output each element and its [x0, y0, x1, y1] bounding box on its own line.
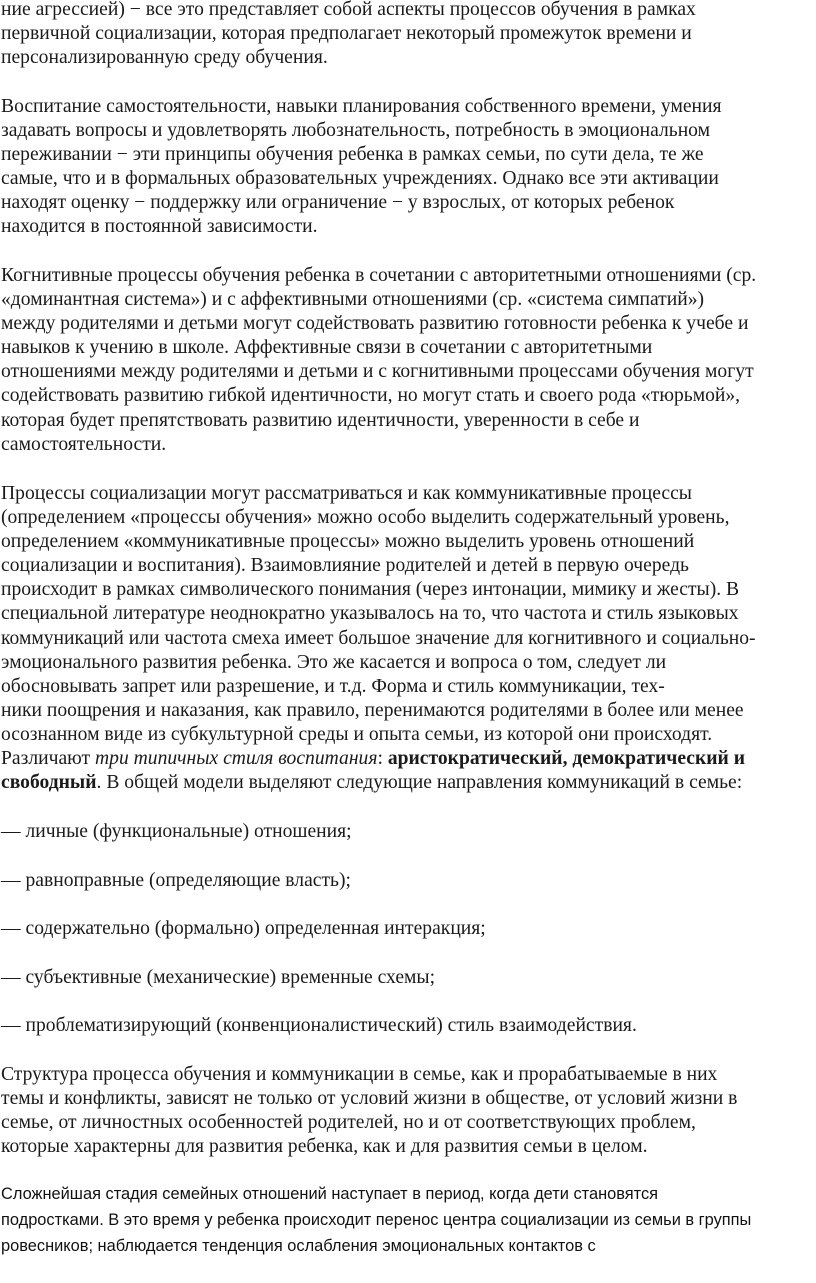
text-line: (определением «процессы обучения» можно особо выделить содержательный уровень,: [1, 507, 730, 529]
text-line: специальной литературе неоднократно указывалось на то, что частота и стиль языковых: [1, 603, 739, 625]
paragraph-4: [1, 482, 813, 795]
text-line: ние агрессией) − все это представляет собой аспекты процессов обучения в рамках: [1, 0, 696, 20]
text-line: которая будет препятствовать развитию идентичности, уверенности в себе и: [1, 409, 640, 431]
text-line: содействовать развитию гибкой идентичности, но могут стать и своего рода «тюрьмой»,: [1, 385, 741, 407]
text-line: социализации и воспитания). Взаимовлияние родителей и детей в первую очередь: [1, 555, 689, 577]
text-line: осознанном виде из субкультурной среды и опыта семьи, из которой они происходят.: [1, 723, 713, 745]
styles-suffix-text: . В общей модели выделяют следующие направления коммуникаций в семье:: [96, 772, 743, 794]
list-item: — равноправные (определяющие власть);: [1, 870, 351, 891]
text-line-styles-continued: [1, 771, 813, 795]
text-line: Процессы социализации могут рассматриваться и как коммуникативные процессы: [1, 483, 692, 504]
text-line: переживании − эти принципы обучения ребенка в рамках семьи, по сути дела, те же: [1, 144, 704, 166]
text-line: персонализированную среду обучения.: [1, 47, 328, 69]
text-line: Воспитание самостоятельности, навыки планирования собственного времени, умения: [1, 96, 722, 117]
text-line: самостоятельности.: [1, 433, 167, 455]
styles-bold-phrase: аристократический, демократический и: [387, 748, 746, 770]
text-line: ровесников; наблюдается тенденция ослабления эмоциональных контактов с: [1, 1237, 596, 1255]
list-item: — субъективные (механические) временные схемы;: [1, 967, 436, 988]
text-line: между родителями и детьми могут содействовать развитию готовности ребенка к учебе и: [1, 313, 749, 335]
styles-intro-text: Различают: [1, 748, 95, 770]
text-line: подростками. В это время у ребенка происходит перенос центра социализации из семьи в группы: [1, 1211, 752, 1229]
styles-italic-phrase: три типичных стиля воспитания: [95, 748, 378, 770]
text-line: коммуникаций или частота смеха имеет большое значение для когнитивного и социально-: [1, 627, 756, 649]
list-item: — проблематизирующий (конвенционалистический) стиль взаимодействия.: [1, 1015, 637, 1036]
paragraph-5: [1, 1063, 813, 1159]
text-line: Когнитивные процессы обучения ребенка в сочетании с авторитетными отношениями (ср.: [1, 265, 757, 286]
text-line: самые, что и в формальных образовательных учреждениях. Однако все эти активации: [1, 168, 719, 190]
text-line: определением «коммуникативные процессы» можно выделить уровень отношений: [1, 531, 695, 553]
text-line: Сложнейшая стадия семейных отношений наступает в период, когда дети становятся: [1, 1185, 659, 1203]
text-line: обосновывать запрет или разрешение, и т.д. Форма и стиль коммуникации, тех-: [1, 675, 665, 697]
text-line: эмоционального развития ребенка. Это же касается и вопроса о том, следует ли: [1, 651, 667, 673]
text-line: первичной социализации, которая предполагает некоторый промежуток времени и: [1, 23, 692, 45]
text-line: которые характерны для развития ребенка, как и для развития семьи в целом.: [1, 1136, 648, 1158]
list-item: — личные (функциональные) отношения;: [1, 821, 352, 842]
text-line: темы и конфликты, зависят не только от условий жизни в обществе, от условий жизни в: [1, 1088, 738, 1110]
text-line: ники поощрения и наказания, как правило, перенимаются родителями в более или менее: [1, 699, 744, 721]
text-line: происходит в рамках символического понимания (через интонации, мимику и жесты). В: [1, 579, 740, 601]
paragraph-1: [1, 0, 813, 70]
text-line: задавать вопросы и удовлетворять любознательность, потребность в эмоциональном: [1, 120, 711, 142]
styles-colon: :: [377, 748, 388, 770]
text-line: находится в постоянной зависимости.: [1, 216, 318, 238]
styles-bold-phrase-continued: свободный: [1, 772, 97, 794]
paragraph-3: [1, 264, 813, 457]
paragraph-2: [1, 95, 813, 240]
text-line: отношениями между родителями и детьми и с когнитивными процессами обучения могут: [1, 361, 754, 383]
text-line: «доминантная система») и с аффективными отношениями (ср. «система симпатий»): [1, 289, 705, 311]
list-item: — содержательно (формально) определенная интеракция;: [1, 918, 486, 939]
text-line: семье, от личностных особенностей родителей, но и от соответствующих проблем,: [1, 1112, 696, 1134]
paragraph-6: [1, 1181, 813, 1259]
text-line: Структура процесса обучения и коммуникации в семье, как и прорабатываемые в них: [1, 1064, 718, 1085]
text-line: находят оценку − поддержку или ограничение − у взрослых, от которых ребенок: [1, 192, 675, 214]
text-line-styles: [1, 747, 813, 771]
text-line: навыков к учению в школе. Аффективные связи в сочетании с авторитетными: [1, 337, 653, 359]
